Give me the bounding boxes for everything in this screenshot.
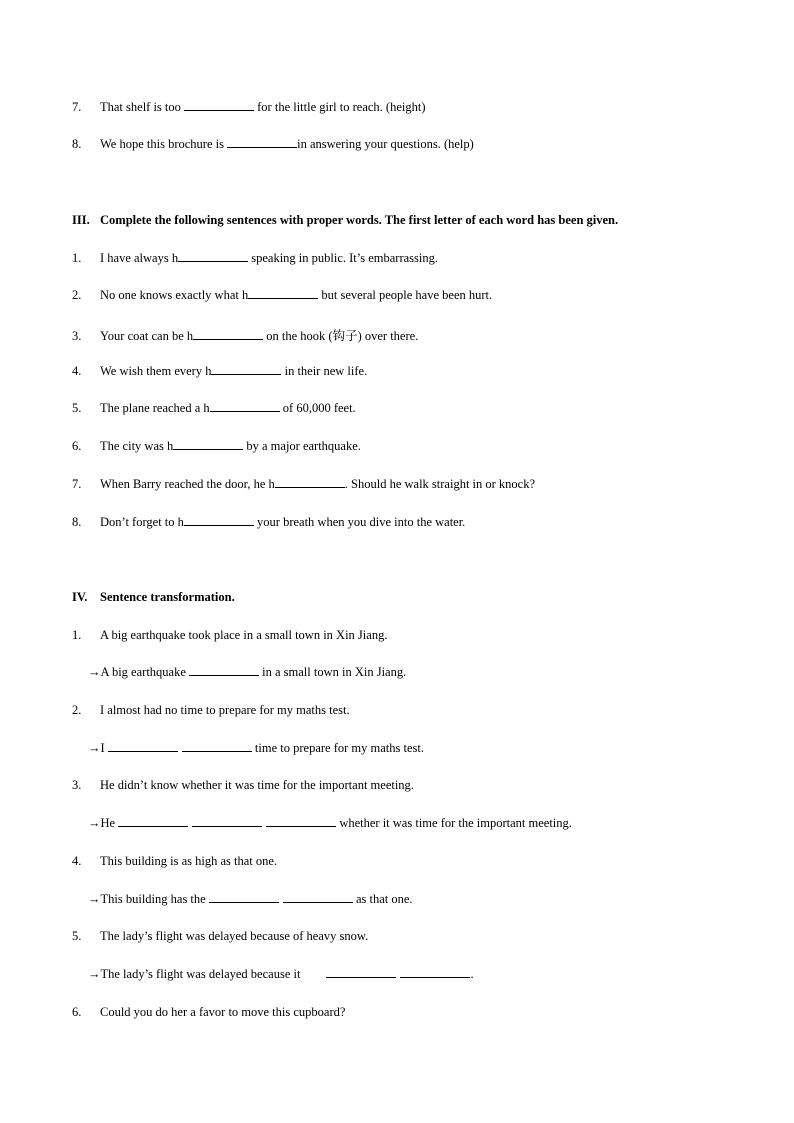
question-text-after: . Should he walk straight in or knock? — [344, 477, 536, 491]
question-2-8 — [72, 137, 474, 152]
question-text-after: of 60,000 feet. — [279, 401, 356, 415]
answer-blank[interactable] — [326, 967, 396, 978]
question-number: 7. — [72, 477, 82, 491]
answer-blank[interactable] — [283, 892, 353, 903]
section-title: Complete the following sentences with proper words. The first letter of each word has been given. — [100, 213, 619, 227]
answer-text-before: He — [100, 816, 119, 830]
answer-4-3 — [88, 816, 572, 831]
answer-4-2 — [88, 741, 424, 756]
arrow-icon: → — [88, 967, 101, 981]
answer-blank[interactable] — [192, 816, 262, 827]
arrow-icon: → — [88, 741, 101, 755]
question-number: 4. — [72, 854, 82, 868]
question-number: 5. — [72, 929, 82, 943]
question-number: 8. — [72, 515, 82, 529]
question-text-after: in answering your questions. (help) — [297, 137, 474, 151]
question-text: He didn’t know whether it was time for the important meeting. — [100, 778, 414, 792]
question-4-2 — [72, 703, 350, 718]
answer-text-before: A big earthquake — [100, 665, 190, 679]
answer-blank[interactable] — [211, 364, 281, 375]
answer-blank[interactable] — [184, 100, 254, 111]
question-number: 3. — [72, 329, 82, 343]
question-text-before: The plane reached a h — [100, 401, 210, 415]
question-3-2 — [72, 288, 492, 303]
arrow-icon: → — [88, 816, 101, 830]
answer-blank[interactable] — [108, 741, 178, 752]
answer-4-5 — [88, 967, 474, 982]
section-number: IV. — [72, 590, 88, 604]
answer-blank[interactable] — [210, 401, 280, 412]
section-4-heading — [72, 590, 235, 605]
question-4-4 — [72, 854, 277, 869]
question-text-after: by a major earthquake. — [243, 439, 361, 453]
section-title: Sentence transformation. — [100, 590, 235, 604]
question-number: 3. — [72, 778, 82, 792]
question-4-1 — [72, 628, 387, 643]
answer-text-after: in a small town in Xin Jiang. — [259, 665, 407, 679]
question-text-before: Don’t forget to h — [100, 515, 184, 529]
question-3-7 — [72, 477, 535, 492]
question-number: 2. — [72, 703, 82, 717]
answer-text-before: This building has the — [100, 892, 209, 906]
question-3-8 — [72, 515, 465, 530]
question-text-after: speaking in public. It’s embarrassing. — [248, 251, 439, 265]
answer-blank[interactable] — [193, 329, 263, 340]
question-number: 7. — [72, 100, 82, 114]
question-number: 2. — [72, 288, 82, 302]
answer-blank[interactable] — [182, 741, 252, 752]
question-text: This building is as high as that one. — [100, 854, 278, 868]
arrow-icon: → — [88, 892, 101, 906]
answer-text-after: as that one. — [352, 892, 413, 906]
question-text-before: When Barry reached the door, he h — [100, 477, 275, 491]
answer-text-after: time to prepare for my maths test. — [251, 741, 424, 755]
question-text: A big earthquake took place in a small town in Xin Jiang. — [100, 628, 388, 642]
answer-text-before: The lady’s flight was delayed because it — [100, 967, 301, 981]
question-text-before: The city was h — [100, 439, 174, 453]
question-3-6 — [72, 439, 361, 454]
question-3-1 — [72, 251, 438, 266]
question-number: 5. — [72, 401, 82, 415]
answer-text-after: whether it was time for the important meeting. — [336, 816, 572, 830]
answer-4-1 — [88, 665, 406, 680]
answer-blank[interactable] — [118, 816, 188, 827]
question-text: Could you do her a favor to move this cupboard? — [100, 1005, 346, 1019]
section-3-heading — [72, 213, 618, 228]
question-text: I almost had no time to prepare for my maths test. — [100, 703, 350, 717]
question-3-3 — [72, 326, 418, 344]
answer-blank[interactable] — [189, 665, 259, 676]
question-text-after: but several people have been hurt. — [318, 288, 493, 302]
question-text-after: in their new life. — [281, 364, 368, 378]
answer-blank[interactable] — [209, 892, 279, 903]
question-3-4 — [72, 364, 367, 379]
answer-text-after: . — [470, 967, 474, 981]
answer-blank[interactable] — [173, 439, 243, 450]
question-text-before: I have always h — [100, 251, 179, 265]
question-4-5 — [72, 929, 368, 944]
answer-blank[interactable] — [400, 967, 470, 978]
answer-blank[interactable] — [178, 251, 248, 262]
question-3-5 — [72, 401, 356, 416]
question-number: 1. — [72, 628, 82, 642]
question-number: 1. — [72, 251, 82, 265]
section-number: III. — [72, 213, 90, 227]
question-text: The lady’s flight was delayed because of heavy snow. — [100, 929, 369, 943]
question-2-7 — [72, 100, 425, 115]
question-text-before: Your coat can be h — [100, 329, 194, 343]
arrow-icon: → — [88, 665, 101, 679]
answer-text-before: I — [100, 741, 108, 755]
question-text-before: No one knows exactly what h — [100, 288, 249, 302]
question-text-before: That shelf is too — [100, 100, 185, 114]
question-number: 8. — [72, 137, 82, 151]
answer-blank[interactable] — [184, 515, 254, 526]
question-text-after: on the hook (钩子) over there. — [263, 329, 419, 343]
answer-blank[interactable] — [248, 288, 318, 299]
question-number: 6. — [72, 439, 82, 453]
question-text-after: for the little girl to reach. (height) — [254, 100, 426, 114]
question-text-after: your breath when you dive into the water. — [253, 515, 466, 529]
question-number: 6. — [72, 1005, 82, 1019]
question-text-before: We hope this brochure is — [100, 137, 228, 151]
answer-blank[interactable] — [275, 477, 345, 488]
answer-blank[interactable] — [227, 137, 297, 148]
answer-4-4 — [88, 892, 413, 907]
question-4-3 — [72, 778, 414, 793]
question-number: 4. — [72, 364, 82, 378]
question-text-before: We wish them every h — [100, 364, 212, 378]
question-4-6 — [72, 1005, 345, 1020]
answer-blank[interactable] — [266, 816, 336, 827]
